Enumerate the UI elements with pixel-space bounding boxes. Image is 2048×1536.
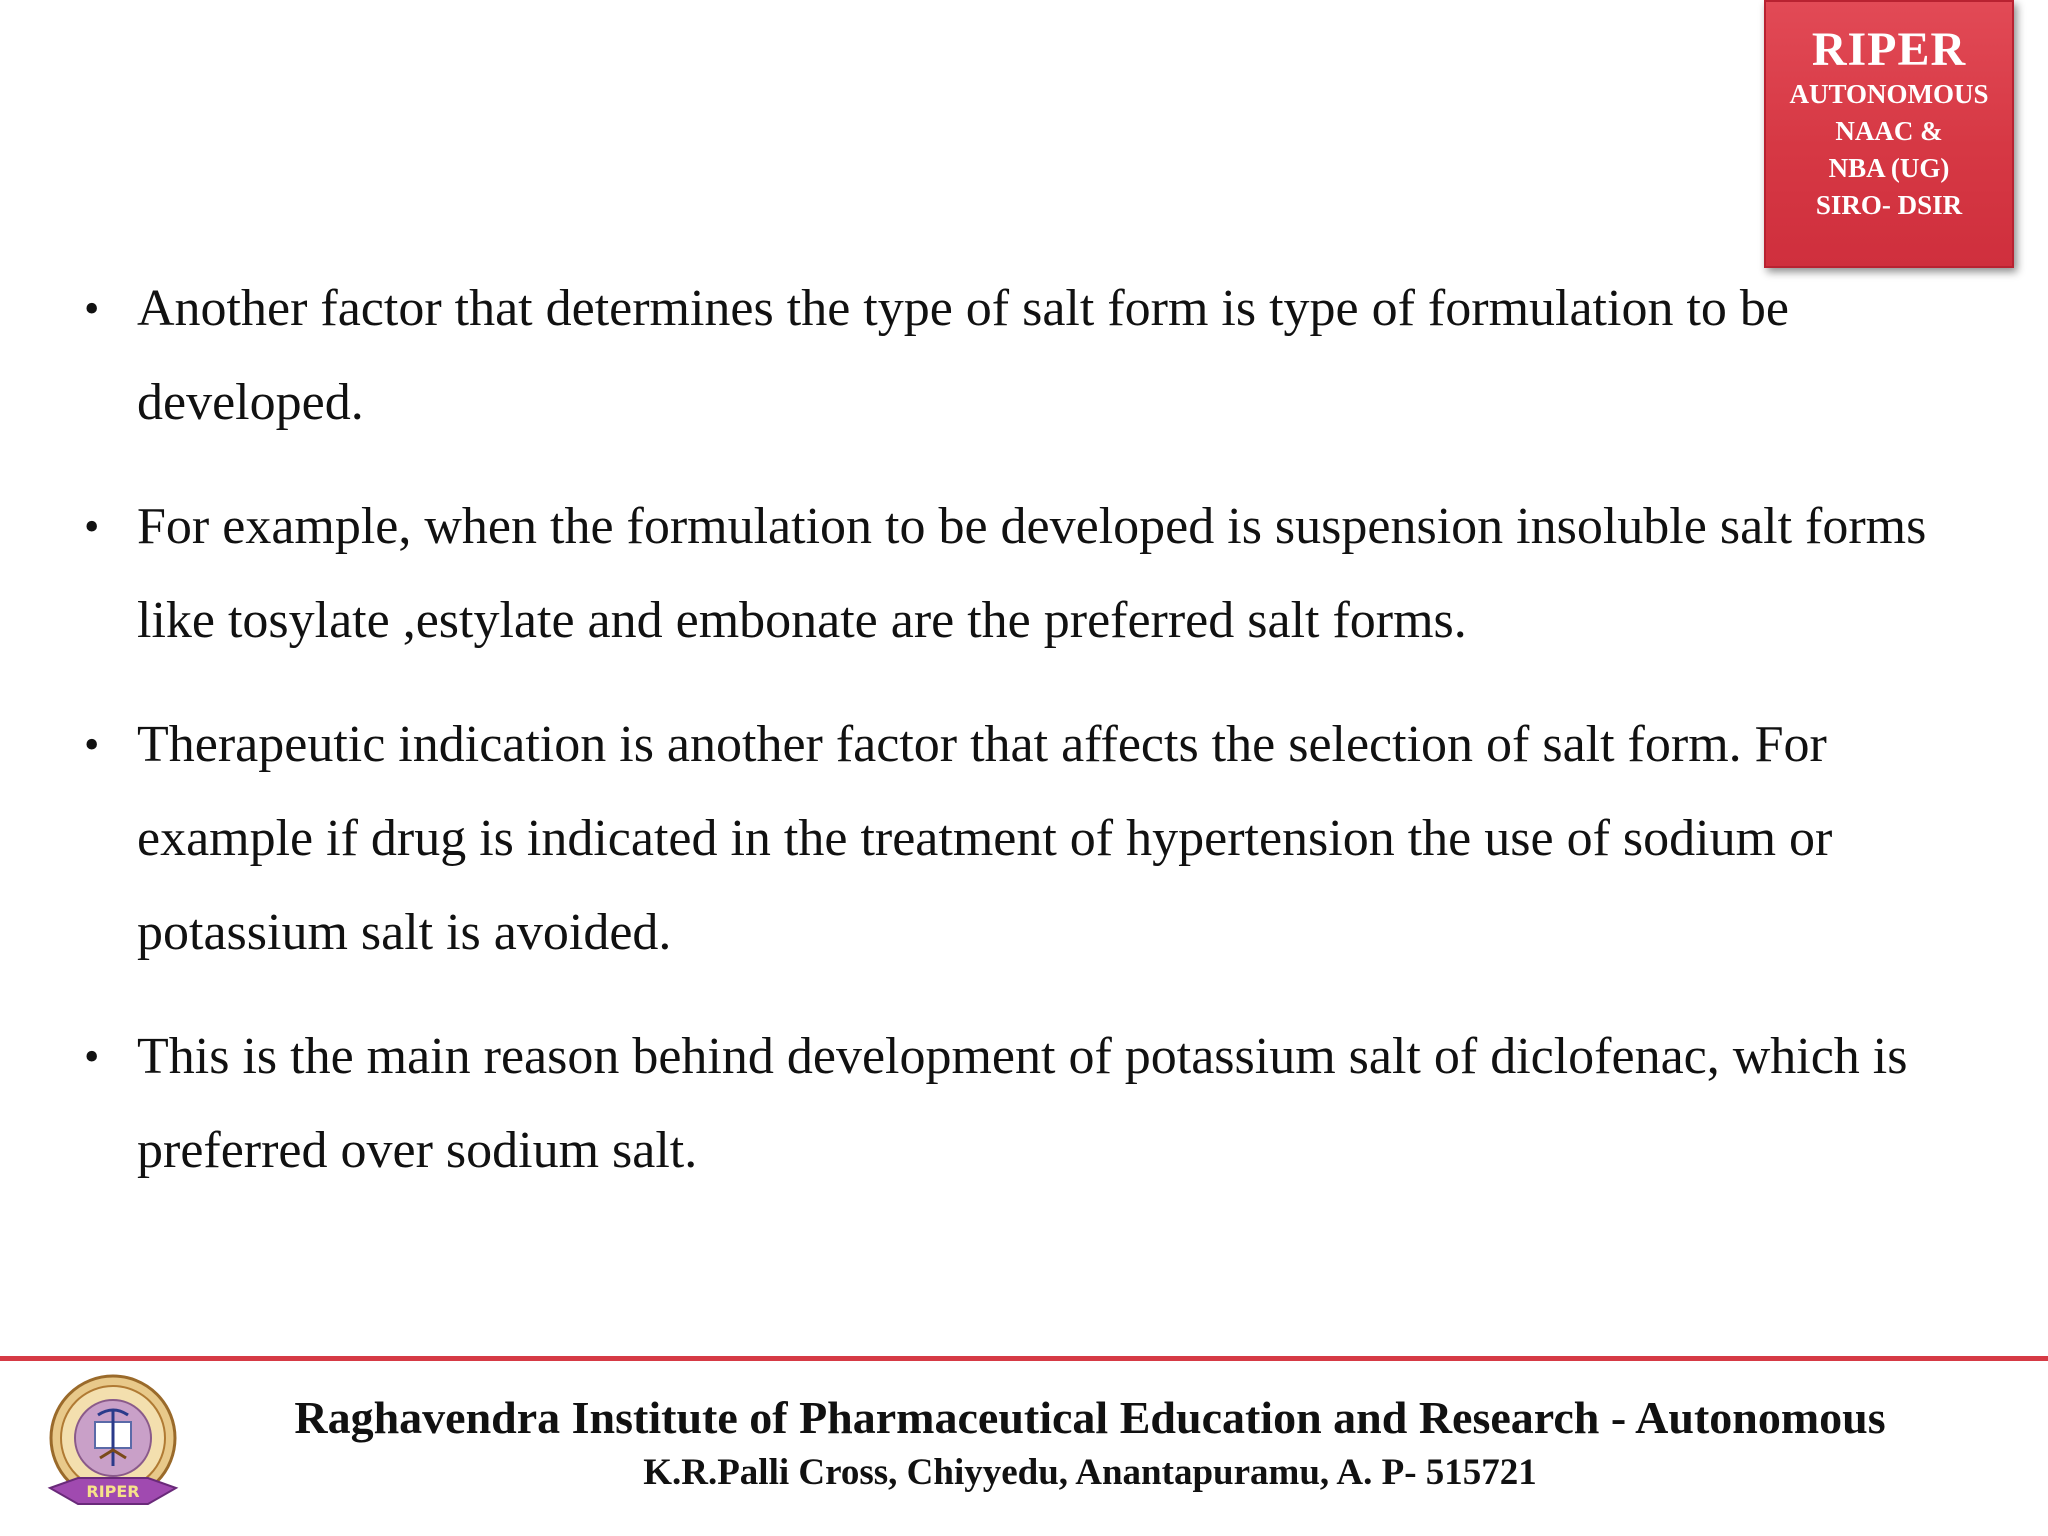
- bullet-text: For example, when the formulation to be developed is suspension insoluble salt forms like tosylate ,estylate and embonate are the preferred salt forms.: [137, 498, 1927, 649]
- badge-line-nba: NBA (UG): [1828, 153, 1950, 183]
- bullet-dot-icon: •: [84, 284, 100, 333]
- bullet-text: Therapeutic indication is another factor that affects the selection of salt form. For example if drug is indicated in the treatment of hypertension the use of sodium or potassium salt is avoided.: [137, 716, 1833, 961]
- badge-title: RIPER: [1811, 23, 1967, 76]
- institute-name: Raghavendra Institute of Pharmaceutical Education and Research - Autonomous: [294, 1392, 1886, 1443]
- bullet-text: This is the main reason behind development of potassium salt of diclofenac, which is preferred over sodium salt.: [137, 1028, 1908, 1179]
- bullet-item: [80, 698, 2010, 980]
- badge-line-naac: NAAC &: [1835, 116, 1943, 146]
- badge-line-autonomous: AUTONOMOUS: [1789, 79, 1989, 109]
- bullet-dot-icon: •: [84, 502, 100, 551]
- badge-line-siro: SIRO- DSIR: [1815, 190, 1963, 220]
- bullet-dot-icon: •: [84, 1032, 100, 1081]
- institute-logo-icon: [38, 1370, 188, 1520]
- bullet-item: [80, 480, 2010, 668]
- bullet-text: Another factor that determines the type of salt form is type of formulation to be developed.: [137, 280, 1789, 431]
- svg-text:RIPER: RIPER: [86, 1482, 140, 1501]
- bullet-list: [80, 262, 2010, 1228]
- footer-divider: [0, 1356, 2048, 1361]
- bullet-item: [80, 262, 2010, 450]
- accreditation-badge: [1764, 0, 2014, 268]
- bullet-dot-icon: •: [84, 720, 100, 769]
- institute-address: K.R.Palli Cross, Chiyyedu, Anantapuramu, A. P- 515721: [643, 1452, 1537, 1493]
- bullet-item: [80, 1010, 2010, 1198]
